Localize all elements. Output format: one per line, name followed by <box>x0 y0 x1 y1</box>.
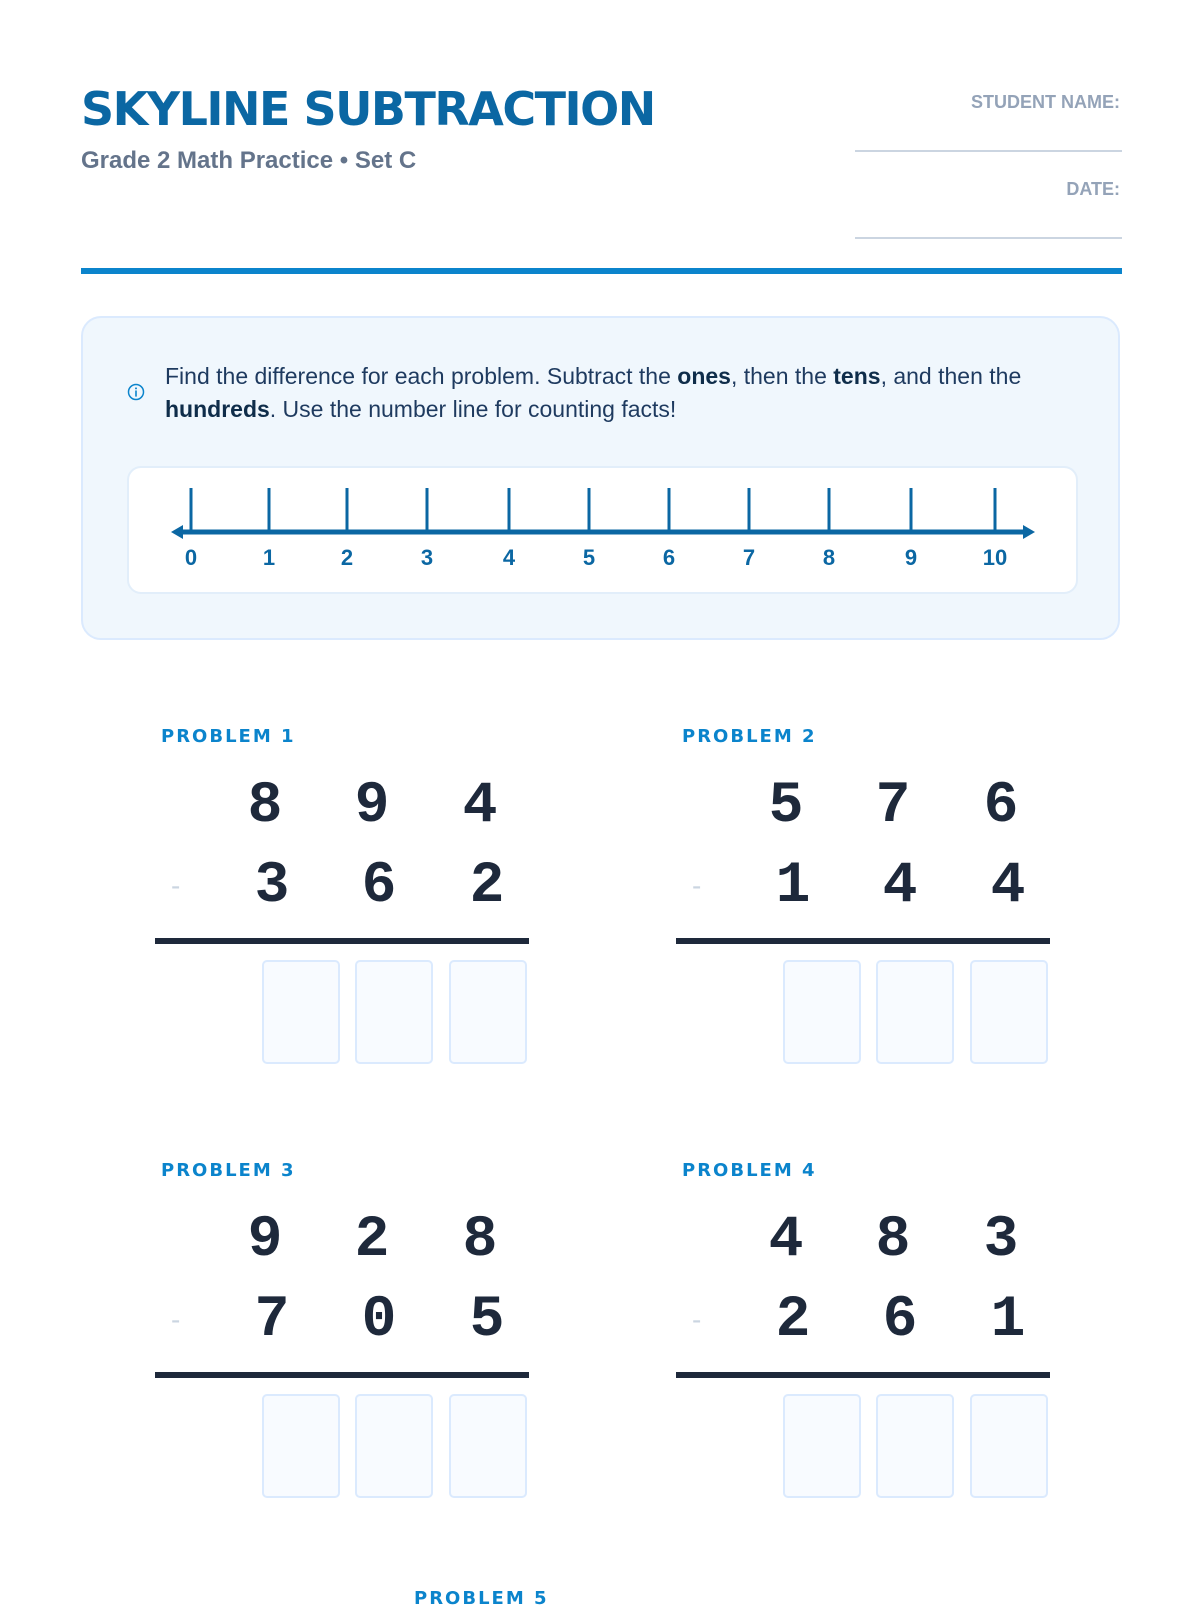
subtrahend-digit: 3 <box>254 854 290 919</box>
subtrahend-digit: 0 <box>361 1288 397 1353</box>
answer-box-tens[interactable] <box>355 960 433 1064</box>
answer-box-ones[interactable] <box>970 1394 1048 1498</box>
instructions-box <box>81 316 1120 640</box>
answer-box-tens[interactable] <box>876 1394 954 1498</box>
number-line-tick-label: 2 <box>340 545 354 570</box>
instructions-part-4: . Use the number line for counting facts! <box>269 396 677 422</box>
problem-label: PROBLEM 4 <box>682 1160 817 1181</box>
answer-box-ones[interactable] <box>449 960 527 1064</box>
instructions-text <box>165 360 1065 426</box>
number-line-tick-label: 1 <box>262 545 276 570</box>
problem-5-label: PROBLEM 5 <box>414 1588 549 1609</box>
info-icon <box>127 383 145 401</box>
answer-box-hundreds[interactable] <box>783 960 861 1064</box>
answer-box-tens[interactable] <box>355 1394 433 1498</box>
problem-3 <box>155 1160 555 1560</box>
number-line-tick-label: 10 <box>982 545 1008 570</box>
subtrahend-digit: 1 <box>775 854 811 919</box>
answer-box-ones[interactable] <box>970 960 1048 1064</box>
minuend-digit: 8 <box>875 1208 911 1273</box>
problem-2 <box>676 726 1076 1126</box>
date-label: DATE: <box>1066 179 1120 199</box>
instructions-bold-ones: ones <box>677 363 731 389</box>
minuend-digit: 6 <box>983 774 1019 839</box>
minuend-digit: 3 <box>983 1208 1019 1273</box>
minus-sign: - <box>171 1304 181 1335</box>
number-line-tick-label: 3 <box>420 545 434 570</box>
number-line-right-arrow <box>1023 525 1035 539</box>
problem-1 <box>155 726 555 1126</box>
subtrahend-digit: 2 <box>469 854 505 919</box>
number-line-tick-label: 6 <box>662 545 676 570</box>
answer-box-hundreds[interactable] <box>262 1394 340 1498</box>
answer-rule <box>676 938 1050 944</box>
subtrahend-digit: 6 <box>882 1288 918 1353</box>
answer-box-hundreds[interactable] <box>783 1394 861 1498</box>
answer-box-hundreds[interactable] <box>262 960 340 1064</box>
minus-sign: - <box>171 870 181 901</box>
subtrahend-digit: 7 <box>254 1288 290 1353</box>
worksheet-title: SKYLINE SUBTRACTION <box>81 82 655 136</box>
number-line-tick-label: 0 <box>184 545 198 570</box>
minuend-digit: 9 <box>247 1208 283 1273</box>
number-line-left-arrow <box>171 525 183 539</box>
answer-box-ones[interactable] <box>449 1394 527 1498</box>
minuend-digit: 9 <box>354 774 390 839</box>
minus-sign: - <box>692 1304 702 1335</box>
number-line-tick-label: 4 <box>502 545 516 570</box>
minuend-digit: 4 <box>768 1208 804 1273</box>
number-line-card <box>127 466 1078 594</box>
number-line <box>129 468 1080 596</box>
number-line-tick-label: 5 <box>582 545 596 570</box>
number-line-tick-label: 7 <box>742 545 756 570</box>
subtrahend-digit: 1 <box>990 1288 1026 1353</box>
answer-rule <box>155 938 529 944</box>
minuend-digit: 4 <box>462 774 498 839</box>
answer-box-tens[interactable] <box>876 960 954 1064</box>
minuend-digit: 8 <box>247 774 283 839</box>
number-line-tick-label: 9 <box>904 545 918 570</box>
problem-4 <box>676 1160 1076 1560</box>
answer-rule <box>676 1372 1050 1378</box>
problem-label: PROBLEM 2 <box>682 726 817 747</box>
minuend-digit: 8 <box>462 1208 498 1273</box>
instructions-part-2: , then the <box>730 363 834 389</box>
instructions-bold-hundreds: hundreds <box>165 396 270 422</box>
subtrahend-digit: 6 <box>361 854 397 919</box>
subtrahend-digit: 5 <box>469 1288 505 1353</box>
answer-rule <box>155 1372 529 1378</box>
minuend-digit: 2 <box>354 1208 390 1273</box>
subtrahend-digit: 4 <box>882 854 918 919</box>
date-line[interactable] <box>855 237 1122 239</box>
problem-label: PROBLEM 1 <box>161 726 296 747</box>
subtrahend-digit: 2 <box>775 1288 811 1353</box>
minuend-digit: 7 <box>875 774 911 839</box>
subtrahend-digit: 4 <box>990 854 1026 919</box>
instructions-part-1: Find the difference for each problem. Subtract the <box>165 363 678 389</box>
header-divider <box>81 268 1122 274</box>
number-line-tick-label: 8 <box>822 545 836 570</box>
worksheet-subtitle: Grade 2 Math Practice • Set C <box>81 147 417 174</box>
student-name-line[interactable] <box>855 150 1122 152</box>
minuend-digit: 5 <box>768 774 804 839</box>
minus-sign: - <box>692 870 702 901</box>
instructions-bold-tens: tens <box>833 363 881 389</box>
instructions-part-3: , and then the <box>880 363 1022 389</box>
problem-label: PROBLEM 3 <box>161 1160 296 1181</box>
student-name-label: STUDENT NAME: <box>971 92 1120 112</box>
